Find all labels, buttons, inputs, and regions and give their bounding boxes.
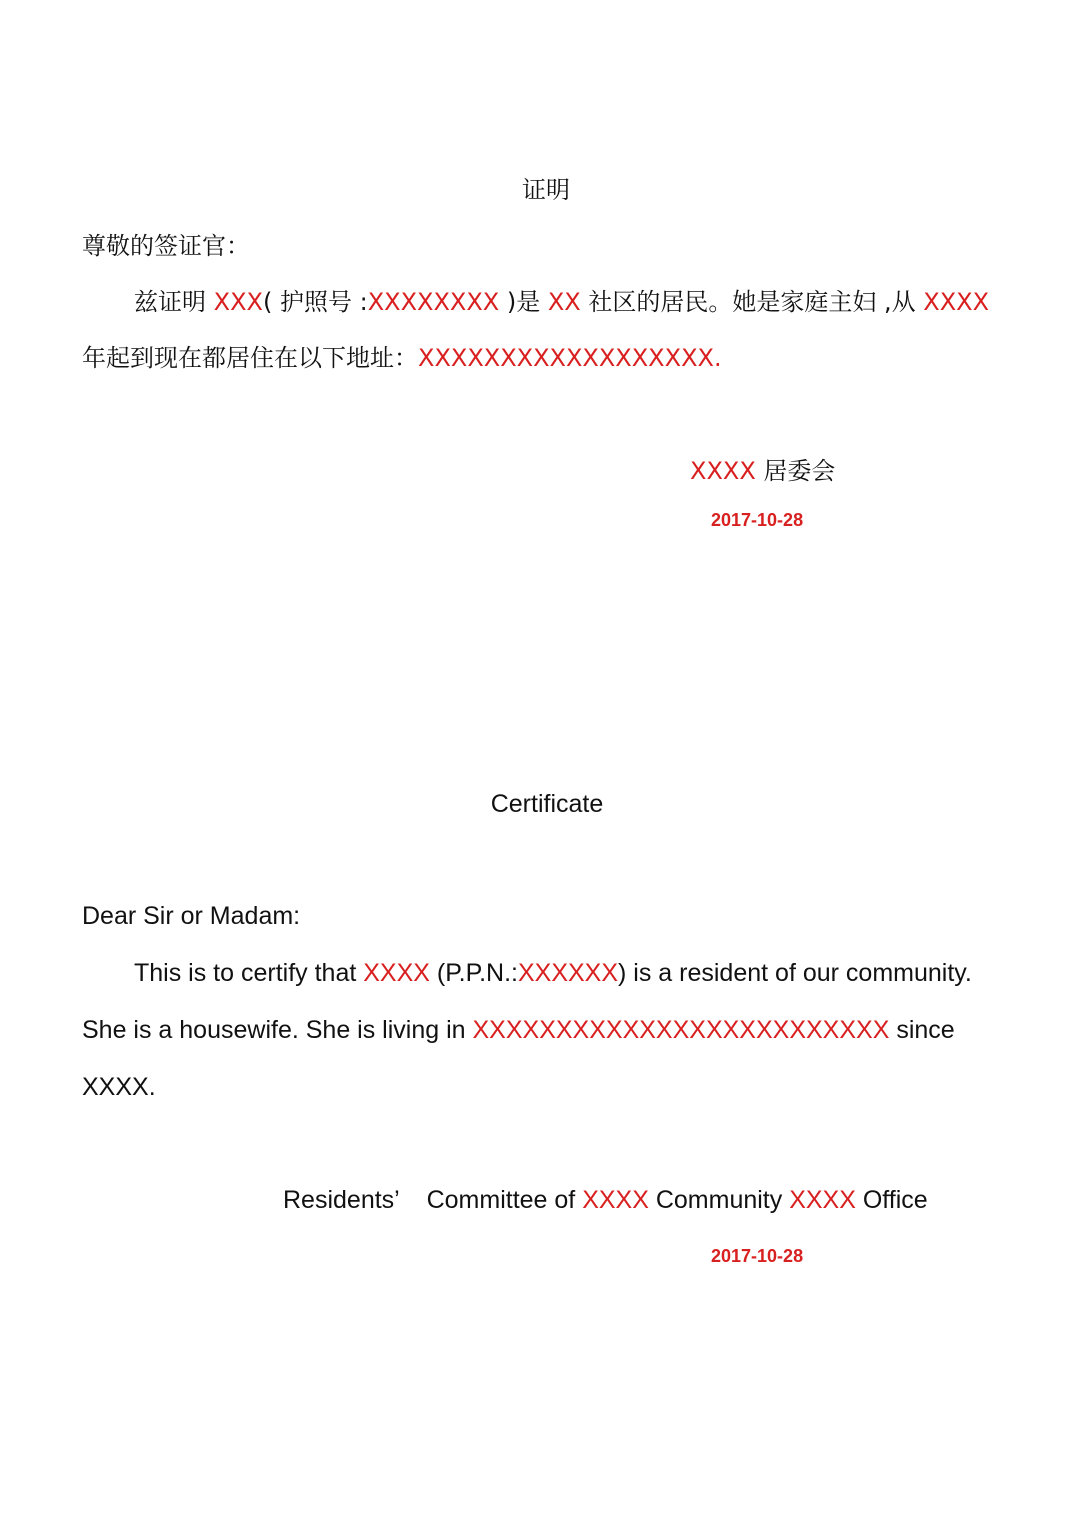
chinese-body-line-1 bbox=[134, 282, 989, 317]
english-salutation: Dear Sir or Madam: bbox=[82, 902, 301, 930]
community-placeholder: XX bbox=[547, 288, 581, 316]
english-body-line-1 bbox=[134, 959, 972, 988]
committee-placeholder: XXXX bbox=[690, 457, 756, 485]
english-title: Certificate bbox=[490, 790, 604, 818]
text-segment: ) is a resident of our community. bbox=[618, 959, 972, 987]
text-segment: ( 护照号 : bbox=[262, 288, 368, 316]
text-segment: )是 bbox=[499, 288, 548, 316]
english-body-line-3: XXXX. bbox=[82, 1073, 156, 1101]
address-placeholder: XXXXXXXXXXXXXXXXXX. bbox=[418, 344, 722, 372]
passport-placeholder: XXXXXXXX bbox=[367, 288, 500, 316]
text-segment: 兹证明 bbox=[134, 288, 214, 316]
office-placeholder: XXXX bbox=[789, 1186, 856, 1214]
chinese-title: 证明 bbox=[522, 176, 570, 204]
chinese-date: 2017-10-28 bbox=[711, 510, 804, 530]
chinese-salutation: 尊敬的签证官： bbox=[82, 232, 250, 260]
year-placeholder: XXXX bbox=[923, 288, 990, 316]
english-body-line-2 bbox=[82, 1016, 955, 1045]
text-segment: She is a housewife. She is living in bbox=[82, 1016, 473, 1044]
community-placeholder: XXXX bbox=[582, 1186, 649, 1214]
text-segment: Residents’ Committee of bbox=[283, 1186, 583, 1214]
address-placeholder: XXXXXXXXXXXXXXXXXXXXXXXXX bbox=[472, 1016, 890, 1044]
text-segment: 年起到现在都居住在以下地址： bbox=[82, 344, 418, 372]
text-segment: Office bbox=[855, 1186, 928, 1214]
text-segment: 社区的居民。她是家庭主妇 ,从 bbox=[580, 288, 924, 316]
english-signature bbox=[283, 1186, 928, 1215]
text-segment: since bbox=[889, 1016, 955, 1044]
passport-placeholder: XXXXXX bbox=[517, 959, 619, 987]
english-date: 2017-10-28 bbox=[711, 1246, 804, 1266]
text-segment: Community bbox=[648, 1186, 790, 1214]
chinese-body-line-2 bbox=[82, 338, 722, 373]
text-segment: This is to certify that bbox=[134, 959, 364, 987]
name-placeholder: XXX bbox=[213, 288, 263, 316]
name-placeholder: XXXX bbox=[363, 959, 430, 987]
chinese-signature bbox=[690, 451, 835, 486]
text-segment: 居委会 bbox=[755, 457, 836, 485]
text-segment: (P.P.N.: bbox=[429, 959, 518, 987]
